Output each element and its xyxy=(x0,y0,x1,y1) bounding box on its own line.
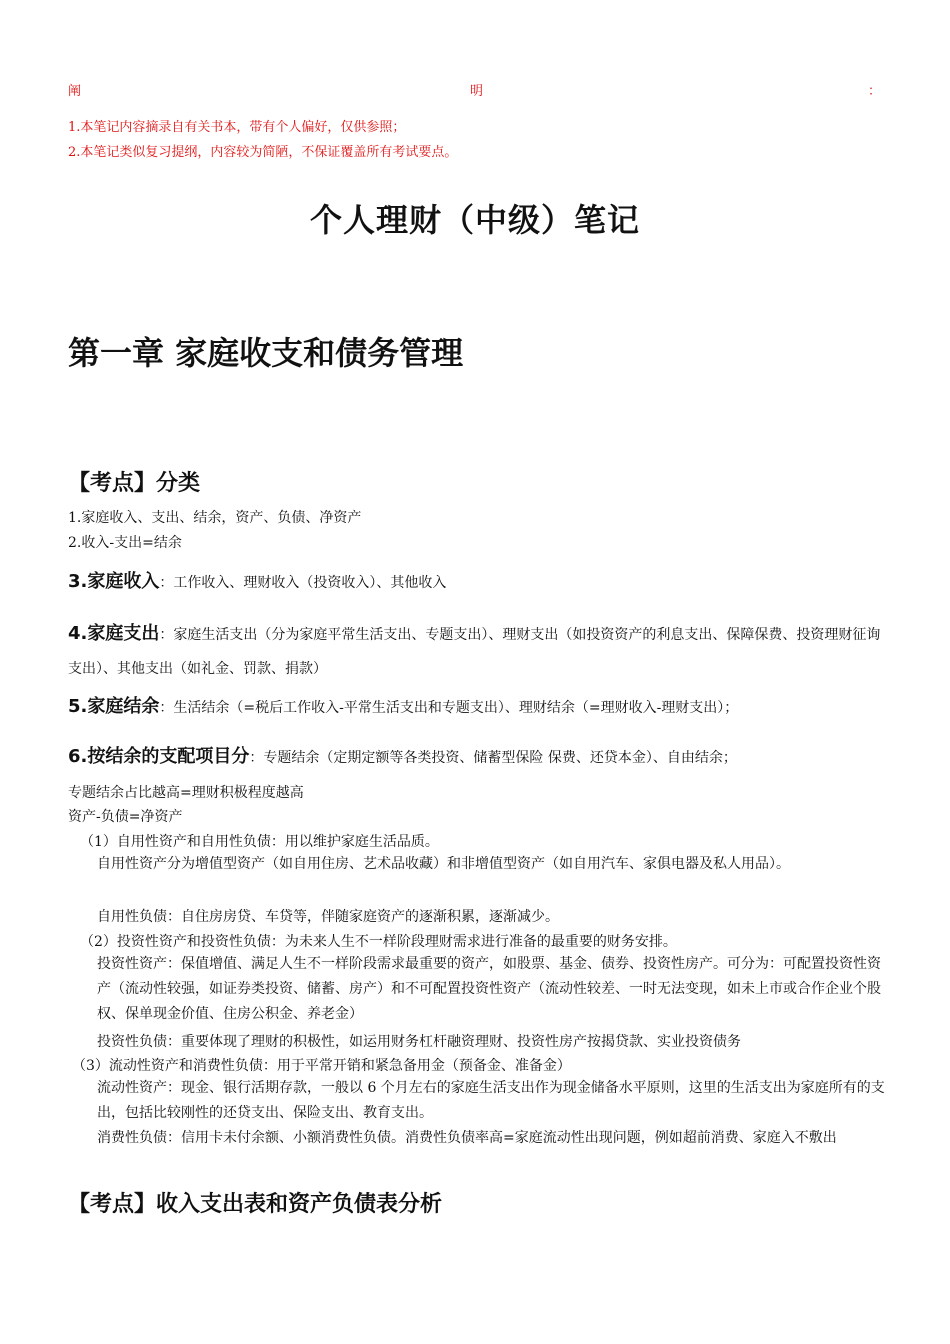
paragraph-2a: 投资性资产：保值增值、满足人生不一样阶段需求最重要的资产，如股票、基金、债券、投资性房产。可分为：可配置投资性资产（流动性较强，如证券类投资、储蓄、房产）和不可配置投资性资产（流动性较差、一时无法变现，如未上市或合作企业个股权、保单现金价值、住房公积金、养老金） xyxy=(97,956,881,1022)
paragraph-3b: 消费性负债：信用卡未付余额、小额消费性负债。消费性负债率高=家庭流动性出现问题，例如超前消费、家庭入不敷出 xyxy=(97,1130,837,1146)
item-4-text: ：家庭生活支出（分为家庭平常生活支出、专题支出）、理财支出（如投资资产的利息支出、保障保费、投资理财征询支出）、其他支出（如礼金、罚款、捐款） xyxy=(68,627,881,677)
list-item-6 xyxy=(68,742,737,768)
section-heading-statements: 【考点】收入支出表和资产负债表分析 xyxy=(68,1192,443,1217)
list-item-3 xyxy=(68,567,446,593)
item-3-text: ：工作收入、理财收入（投资收入）、其他收入 xyxy=(159,575,447,591)
item-6-label: 6.按结余的支配项目分 xyxy=(68,746,250,767)
notice-char-1: 阐 xyxy=(68,84,82,99)
list-item-1: 1.家庭收入、支出、结余，资产、负债、净资产 xyxy=(68,510,362,526)
line-8: 资产-负债=净资产 xyxy=(68,809,183,825)
paragraph-2: （2）投资性资产和投资性负债：为未来人生不一样阶段理财需求进行准备的最重要的财务安排。 xyxy=(80,934,677,950)
item-3-label: 3.家庭收入 xyxy=(68,571,160,592)
paragraph-1b: 自用性负债：自住房房贷、车贷等，伴随家庭资产的逐渐积累，逐渐减少。 xyxy=(97,909,559,925)
paragraph-2b: 投资性负债：重要体现了理财的积极性，如运用财务杠杆融资理财、投资性房产按揭贷款、实业投资债务 xyxy=(97,1034,741,1050)
paragraph-3a: 流动性资产：现金、银行活期存款，一般以 6 个月左右的家庭生活支出作为现金储备水平原则，这里的生活支出为家庭所有的支出，包括比较刚性的还贷支出、保险支出、教育支出。 xyxy=(97,1080,885,1121)
paragraph-3: （3）流动性资产和消费性负债：用于平常开销和紧急备用金（预备金、准备金） xyxy=(72,1058,571,1074)
notice-line-2: 2.本笔记类似复习提纲，内容较为简陋，不保证覆盖所有考试要点。 xyxy=(68,145,458,160)
document-title: 个人理财（中级）笔记 xyxy=(309,201,640,239)
item-6-text: ：专题结余（定期定额等各类投资、储蓄型保险 保费、还贷本金）、自由结余； xyxy=(249,750,737,766)
item-4-label: 4.家庭支出 xyxy=(68,623,160,644)
list-item-5 xyxy=(68,692,738,718)
paragraph-1a: 自用性资产分为增值型资产（如自用住房、艺术品收藏）和非增值型资产（如自用汽车、家俱电器及私人用品）。 xyxy=(97,856,790,872)
section-heading-classification: 【考点】分类 xyxy=(68,471,201,496)
list-item-4 xyxy=(68,617,884,686)
chapter-heading: 第一章 家庭收支和债务管理 xyxy=(68,334,464,372)
item-5-label: 5.家庭结余 xyxy=(68,696,160,717)
notice-char-3: ： xyxy=(868,84,882,99)
notice-char-2: 明 xyxy=(470,84,484,99)
line-7: 专题结余占比越高=理财积极程度越高 xyxy=(68,785,304,801)
notice-line-1: 1.本笔记内容摘录自有关书本，带有个人偏好，仅供参照； xyxy=(68,120,406,135)
paragraph-1: （1）自用性资产和自用性负债：用以维护家庭生活品质。 xyxy=(80,834,439,850)
item-5-text: ：生活结余（=税后工作收入-平常生活支出和专题支出）、理财结余（=理财收入-理财支出）； xyxy=(159,700,739,716)
list-item-2: 2.收入-支出=结余 xyxy=(68,535,182,551)
